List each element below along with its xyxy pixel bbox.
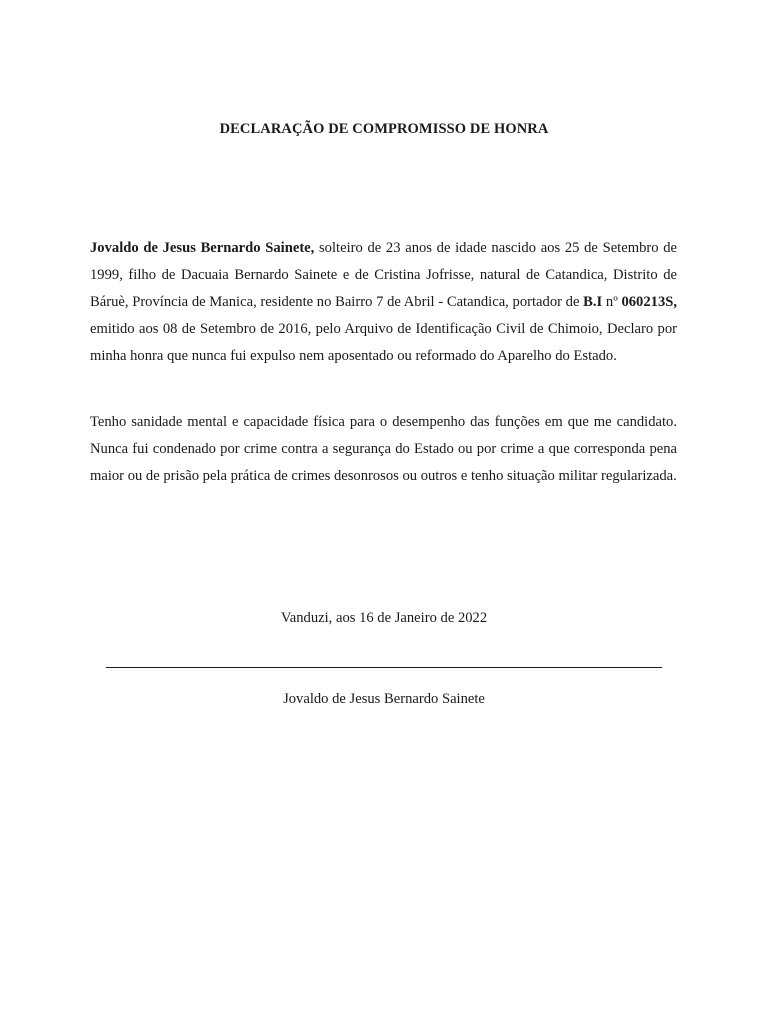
declarant-name: Jovaldo de Jesus Bernardo Sainete, bbox=[90, 240, 315, 256]
signature-line bbox=[106, 667, 662, 668]
bi-label: B.I bbox=[583, 294, 603, 310]
declaration-paragraph-1 bbox=[90, 235, 677, 370]
place-and-date: Vanduzi, aos 16 de Janeiro de 2022 bbox=[280, 610, 488, 626]
paragraph-2-text: Tenho sanidade mental e capacidade física para o desempenho das funções em que me candidato. Nunca fui condenado por crime contra a segurança do Estado ou por crime a que corresponda pena maior ou de prisão pela prática de crimes desonrosos ou outros e tenho situação militar regularizada. bbox=[90, 414, 677, 484]
paragraph-1-text-b: nº bbox=[602, 294, 622, 310]
bi-number: 060213S, bbox=[621, 294, 677, 310]
document-title: DECLARAÇÃO DE COMPROMISSO DE HONRA bbox=[219, 121, 549, 137]
paragraph-1-text-a: solteiro de 23 anos de idade nascido aos 25 de Setembro de 1999, filho de Dacuaia Bernardo Sainete e de Cristina Jofrisse, natural de Catandica, Distrito de Báruè, Província de Manica, residente no Bairro 7 de Abril - Catandica, portador de bbox=[90, 240, 677, 310]
paragraph-1-text-c: emitido aos 08 de Setembro de 2016, pelo Arquivo de Identificação Civil de Chimoio, Declaro por minha honra que nunca fui expulso nem aposentado ou reformado do Aparelho do Estado. bbox=[90, 321, 677, 364]
declaration-paragraph-2 bbox=[90, 409, 677, 490]
signer-name: Jovaldo de Jesus Bernardo Sainete bbox=[283, 691, 485, 707]
